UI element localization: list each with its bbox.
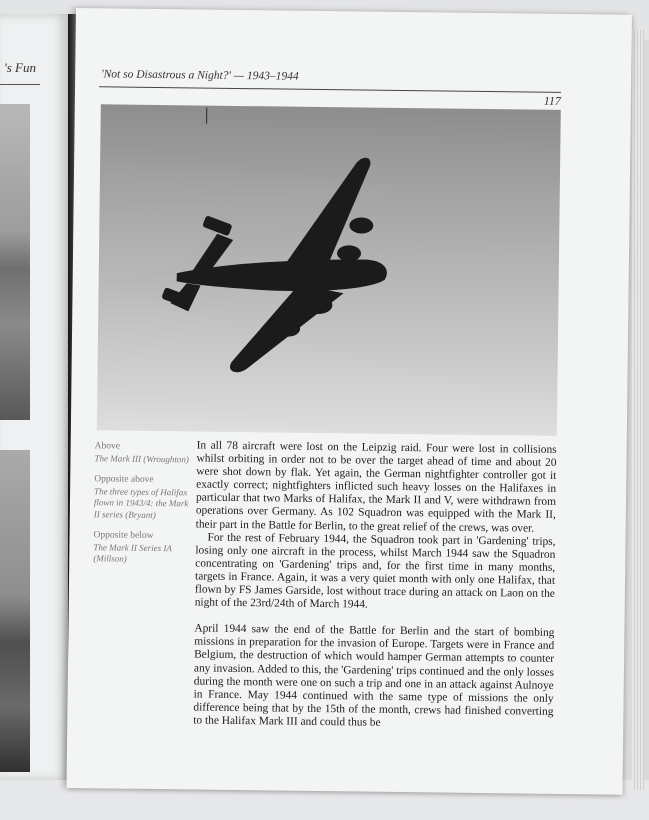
caption-text: The Mark III (Wroughton) xyxy=(94,453,189,465)
caption-label: Opposite below xyxy=(93,530,154,541)
book-page xyxy=(66,8,631,795)
halifax-silhouette xyxy=(97,104,561,436)
caption-text: The three types of Halifax flown in 1943/4: the Mark II series (Bryant) xyxy=(93,486,189,520)
photo-captions xyxy=(93,441,193,575)
caption-text: The Mark II Series IA (Millson) xyxy=(93,541,172,564)
previous-page-running-head-text: 's Fun xyxy=(3,60,36,75)
caption-label: Opposite above xyxy=(94,474,154,486)
running-head: 'Not so Disastrous a Night?' — 1943–1944 xyxy=(101,68,299,83)
paragraph: April 1944 saw the end of the Battle for Berlin and the start of bombing missions in preparation for the invasion of Europe. Targets were in France and Belgium, the destruction of which would hamper German attempts to counter any invasion. Added to this, the 'Gardening' trips continued and the only losses during the month were one on such a trip and one in an attack against Aulnoye in France. May 1944 continued with the same type of missions the only difference being that by the 15th of the month, crews had finished converting to the Halifax Mark III and could thus be xyxy=(193,622,555,729)
caption-label: Above xyxy=(94,441,121,452)
previous-page-photo-bottom xyxy=(0,450,30,772)
page-edges xyxy=(632,30,644,790)
caption-opposite-above xyxy=(94,474,193,521)
previous-page-running-head xyxy=(0,56,40,85)
caption-above xyxy=(94,441,192,465)
page-number: 117 xyxy=(543,93,561,108)
paragraph: For the rest of February 1944, the Squadron took part in 'Gardening' trips, losing only one aircraft in the process, whilst March 1944 saw the Squadron concentrating on 'Gardening' trips and, for the first time in many months, targets in France. Again, it was a very quiet month with only one Halifax, that flown by FS James Garside, lost without trace during an attack on Laon on the night of the 23rd/24th of March 1944. xyxy=(194,531,556,611)
previous-page xyxy=(0,14,68,780)
caption-opposite-below xyxy=(93,530,191,566)
header-rule xyxy=(99,86,561,93)
aircraft-photo xyxy=(97,104,561,436)
paragraph: In all 78 aircraft were lost on the Leipzig raid. Four were lost in collisions whilst orbiting in order not to be over the target ahead of time and about 20 were shot down by flak. Yet again, the German nightfighter controller got it exactly correct; nightfighters inflicted such heavy losses on the Halifaxes in particular that two Marks of Halifax, the Mark II and V, were withdrawn from operations over Germany. As 102 Squadron was equipped with the Mark II, their part in the Battle for Berlin, to the great relief of the crews, was over. xyxy=(195,439,557,535)
body-text xyxy=(193,440,556,732)
previous-page-photo-top xyxy=(0,104,30,420)
